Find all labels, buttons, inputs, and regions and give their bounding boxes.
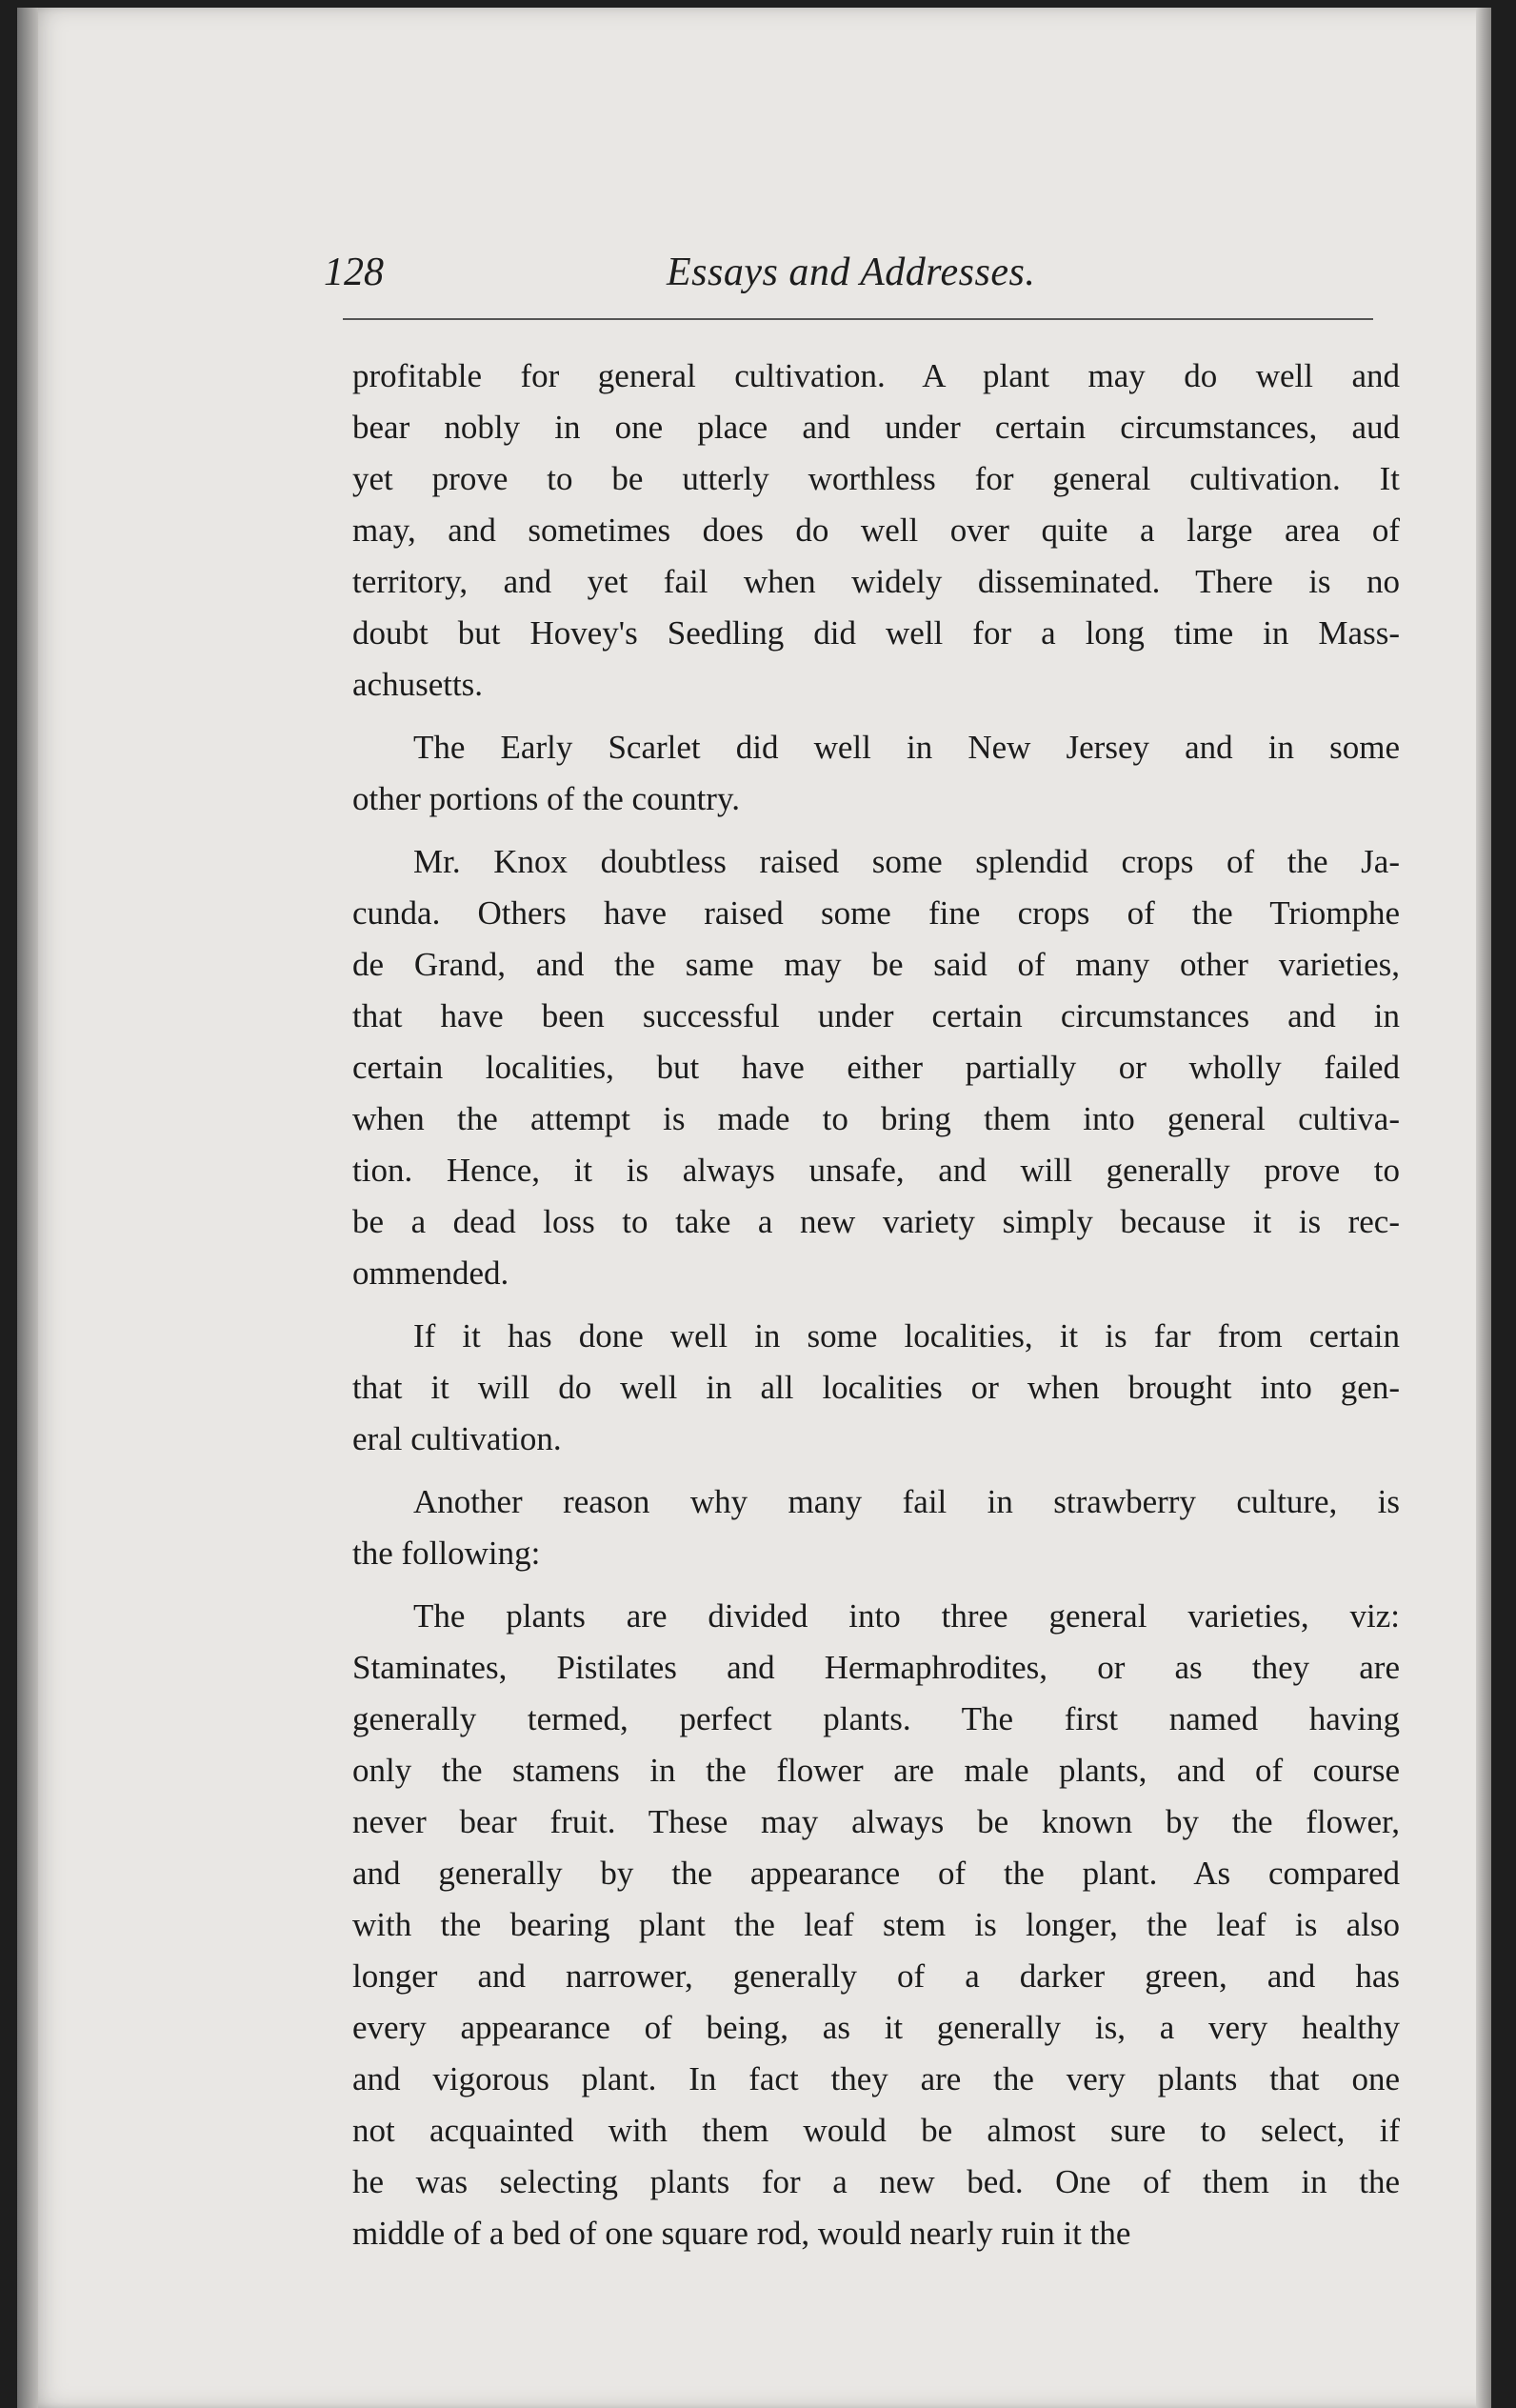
header-rule [343,318,1373,320]
text-line: de Grand, and the same may be said of many other varieties, [352,946,1400,983]
text-line: tion. Hence, it is always unsafe, and will generally prove to [352,1152,1400,1189]
text-line: achusetts. [352,666,484,703]
paragraph [352,1476,1400,1579]
text-line: certain localities, but have either partially or wholly failed [352,1049,1400,1086]
page-edge [1476,8,1491,2408]
paragraph [352,1311,1400,1465]
paragraph [352,1591,1400,2259]
paragraph [352,722,1400,825]
paragraph [352,836,1400,1299]
text-line: and vigorous plant. In fact they are the very plants that one [352,2060,1400,2097]
text-line: doubt but Hovey's Seedling did well for a long time in Mass- [352,614,1400,652]
text-line: The plants are divided into three general varieties, viz: [413,1597,1400,1635]
page-number: 128 [324,251,384,294]
text-line: when the attempt is made to bring them into general cultiva- [352,1100,1400,1137]
text-line: longer and narrower, generally of a darker green, and has [352,1957,1400,1995]
text-line: the following: [352,1535,541,1572]
text-line: cunda. Others have raised some fine crops of the Triomphe [352,894,1400,932]
text-line: that have been successful under certain circumstances and in [352,997,1400,1034]
text-line: every appearance of being, as it generally is, a very healthy [352,2009,1400,2046]
body-text [352,351,1400,2259]
text-line: eral cultivation. [352,1420,562,1457]
text-line: ommended. [352,1254,509,1292]
text-line: Mr. Knox doubtless raised some splendid crops of the Ja- [413,843,1400,880]
text-line: generally termed, perfect plants. The first named having [352,1700,1400,1737]
text-line: bear nobly in one place and under certain circumstances, aud [352,409,1400,446]
paragraph [352,351,1400,711]
running-title: Essays and Addresses. [667,251,1036,294]
running-header [324,250,1381,307]
text-line: not acquainted with them would be almost sure to select, if [352,2112,1400,2149]
text-line: with the bearing plant the leaf stem is longer, the leaf is also [352,1906,1400,1943]
text-line: yet prove to be utterly worthless for general cultivation. It [352,460,1400,497]
text-line: may, and sometimes does do well over quite a large area of [352,512,1400,549]
text-line: only the stamens in the flower are male plants, and of course [352,1752,1400,1789]
text-line: If it has done well in some localities, it is far from certain [413,1317,1400,1354]
text-line: that it will do well in all localities or when brought into gen- [352,1369,1400,1406]
text-line: Staminates, Pistilates and Hermaphrodites, or as they are [352,1649,1400,1686]
text-line: territory, and yet fail when widely disseminated. There is no [352,563,1400,600]
text-line: never bear fruit. These may always be known by the flower, [352,1803,1400,1840]
text-line: he was selecting plants for a new bed. One of them in the [352,2163,1400,2200]
text-line: profitable for general cultivation. A plant may do well and [352,357,1400,394]
text-line: and generally by the appearance of the plant. As compared [352,1855,1400,1892]
text-line: be a dead loss to take a new variety simply because it is rec- [352,1203,1400,1240]
text-line: middle of a bed of one square rod, would nearly ruin it the [352,2215,1131,2252]
page-gutter [17,8,38,2408]
text-line: The Early Scarlet did well in New Jersey and in some [413,729,1400,766]
text-line: other portions of the country. [352,780,740,817]
text-line: Another reason why many fail in strawberry culture, is [413,1483,1400,1520]
